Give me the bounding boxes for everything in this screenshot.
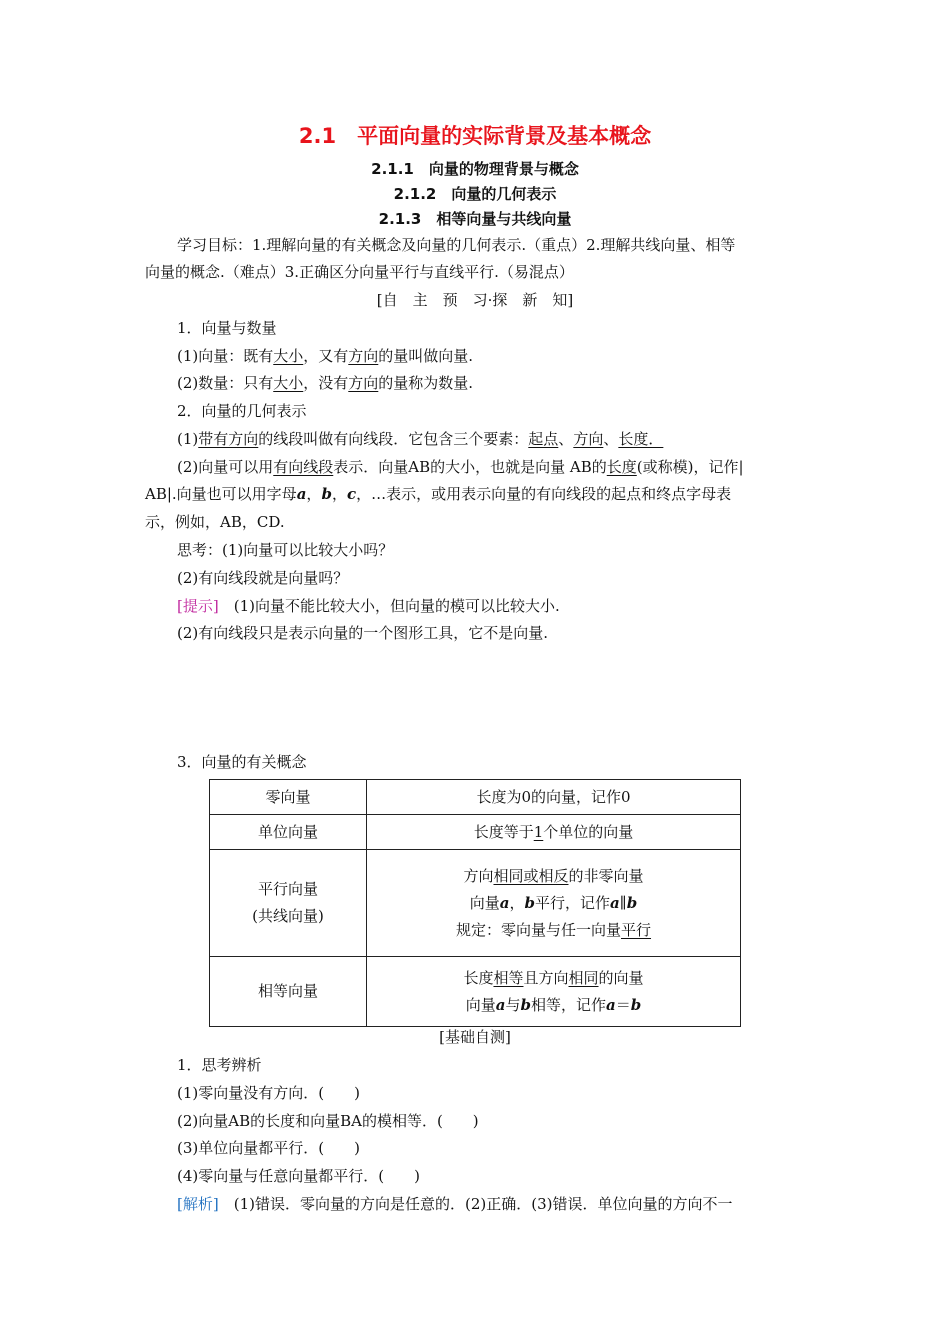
- s2-directed-segment: (1)带有方向的线段叫做有向线段．它包含三个要素：起点、方向、长度．: [177, 430, 664, 448]
- s4-heading: 1．思考辨析: [177, 1056, 262, 1074]
- s1-vector-def: (1)向量：既有大小，又有方向的量叫做向量.: [177, 347, 474, 365]
- think-question-1: 思考：(1)向量可以比较大小吗？: [177, 541, 394, 559]
- concept-name: 零向量: [210, 780, 367, 815]
- s2-representation-line-2: AB|.向量也可以用字母a，b，c，…表示，或用表示向量的有向线段的起点和终点字母表: [145, 485, 732, 503]
- subtitle-1: 2.1.1 向量的物理背景与概念: [371, 160, 579, 178]
- s2-heading: 2．向量的几何表示: [177, 402, 307, 420]
- list-item: (2)向量AB的长度和向量BA的模相等．( ): [177, 1112, 479, 1130]
- list-item: (4)零向量与任意向量都平行．( ): [177, 1167, 420, 1185]
- s2-representation-line-1: (2)向量可以用有向线段表示．向量AB的大小，也就是向量 AB的长度(或称模)，记作|: [177, 458, 744, 476]
- self-test-banner: [基础自测]: [439, 1028, 511, 1046]
- concept-desc: 长度为0的向量，记作0: [367, 780, 741, 815]
- subtitle-2: 2.1.2 向量的几何表示: [393, 185, 557, 203]
- hint-answer-1: [提示] (1)向量不能比较大小，但向量的模可以比较大小.: [177, 597, 560, 615]
- concept-desc: 方向相同或相反的非零向量 向量a，b平行，记作a∥b 规定：零向量与任一向量平行: [367, 850, 741, 957]
- concept-name: 相等向量: [210, 957, 367, 1027]
- concept-desc: 长度相等且方向相同的向量 向量a与b相等，记作a＝b: [367, 957, 741, 1027]
- table-row: [210, 850, 741, 957]
- objectives-line-2: 向量的概念.（难点）3.正确区分向量平行与直线平行.（易混点）: [145, 263, 574, 281]
- s1-scalar-def: (2)数量：只有大小，没有方向的量称为数量.: [177, 374, 474, 392]
- analysis-line: [解析] (1)错误．零向量的方向是任意的．(2)正确．(3)错误．单位向量的方向不一: [177, 1195, 733, 1213]
- concept-name: 单位向量: [210, 815, 367, 850]
- hint-answer-2: (2)有向线段只是表示向量的一个图形工具，它不是向量.: [177, 624, 549, 642]
- list-item: (3)单位向量都平行．( ): [177, 1139, 360, 1157]
- objectives-line-1: 学习目标：1.理解向量的有关概念及向量的几何表示.（重点）2.理解共线向量、相等: [177, 236, 736, 254]
- s1-heading: 1．向量与数量: [177, 319, 277, 337]
- concept-table: [209, 779, 741, 1027]
- page-title: 2.1 平面向量的实际背景及基本概念: [298, 124, 652, 148]
- subtitle-3: 2.1.3 相等向量与共线向量: [378, 210, 572, 228]
- think-question-2: (2)有向线段就是向量吗？: [177, 569, 349, 587]
- concept-desc: 长度等于1个单位的向量: [367, 815, 741, 850]
- list-item: (1)零向量没有方向．( ): [177, 1084, 360, 1102]
- concept-name: 平行向量 (共线向量): [210, 850, 367, 957]
- hint-tag: [提示]: [177, 597, 219, 615]
- s3-heading: 3．向量的有关概念: [177, 753, 307, 771]
- table-row: [210, 957, 741, 1027]
- table-row: [210, 780, 741, 815]
- table-row: [210, 815, 741, 850]
- analysis-tag: [解析]: [177, 1195, 219, 1213]
- section-banner: [自 主 预 习·探 新 知]: [376, 291, 574, 309]
- s2-representation-line-3: 示，例如，AB，CD.: [145, 513, 285, 531]
